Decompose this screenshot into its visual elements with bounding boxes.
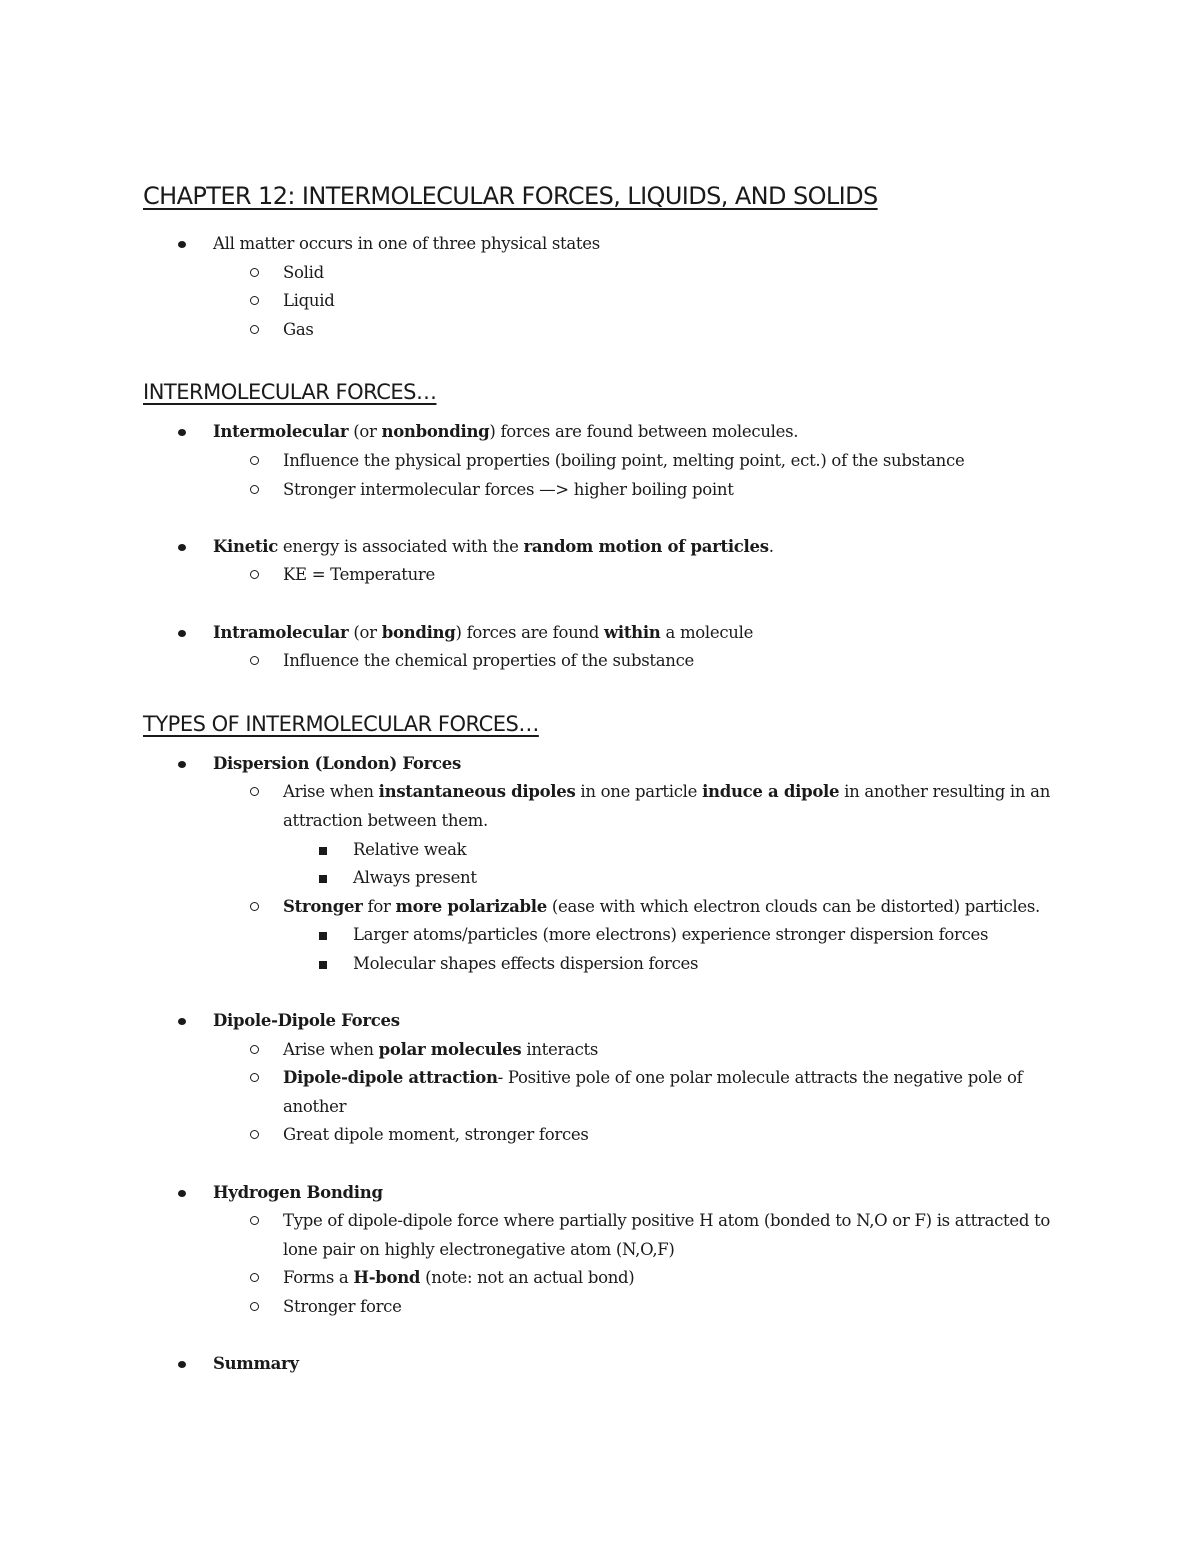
list-item: Forms a H-bond (note: not an actual bond) (143, 1264, 1073, 1293)
list-item: Arise when polar molecules interacts (143, 1036, 1073, 1065)
list-item: Influence the physical properties (boiling point, melting point, ect.) of the substance (143, 447, 1073, 476)
circle-bullet-icon (250, 902, 259, 911)
square-bullet-icon (319, 932, 327, 940)
circle-bullet-icon (250, 268, 259, 277)
bullet-icon (178, 1361, 186, 1368)
section-heading-intermolecular-forces: INTERMOLECULAR FORCES… (143, 380, 437, 405)
list-item-gas: Gas (143, 316, 1073, 345)
circle-bullet-icon (250, 296, 259, 305)
circle-bullet-icon (250, 1045, 259, 1054)
list-item: Dipole-Dipole Forces (143, 1007, 1073, 1036)
bullet-icon (178, 1190, 186, 1197)
circle-bullet-icon (250, 1073, 259, 1082)
square-bullet-icon (319, 875, 327, 883)
kinetic-list (143, 533, 1073, 590)
list-item: Great dipole moment, stronger forces (143, 1121, 1073, 1150)
bullet-icon (178, 1018, 186, 1025)
circle-bullet-icon (250, 1273, 259, 1282)
circle-bullet-icon (250, 656, 259, 665)
list-item: Type of dipole-dipole force where partially positive H atom (bonded to N,O or F) is attracted to lone pair on highly electronegative atom (N,O,F) (143, 1207, 1073, 1264)
list-item: Stronger for more polarizable (ease with which electron clouds can be distorted) particles. (143, 893, 1073, 922)
list-item: Kinetic energy is associated with the random motion of particles. (143, 533, 1073, 562)
document-page (143, 178, 1073, 1379)
circle-bullet-icon (250, 485, 259, 494)
dispersion-list (143, 750, 1073, 979)
square-bullet-icon (319, 847, 327, 855)
list-item: Relative weak (143, 836, 1073, 865)
list-item: Influence the chemical properties of the substance (143, 647, 1073, 676)
dipole-list (143, 1007, 1073, 1150)
circle-bullet-icon (250, 1302, 259, 1311)
circle-bullet-icon (250, 325, 259, 334)
intramolecular-list (143, 619, 1073, 676)
hydrogen-bonding-list (143, 1179, 1073, 1322)
intermolecular-list (143, 418, 1073, 504)
list-item: Stronger force (143, 1293, 1073, 1322)
summary-list (143, 1350, 1073, 1379)
circle-bullet-icon (250, 570, 259, 579)
chapter-title: CHAPTER 12: INTERMOLECULAR FORCES, LIQUIDS, AND SOLIDS (143, 182, 878, 210)
circle-bullet-icon (250, 787, 259, 796)
list-item: Summary (143, 1350, 1073, 1379)
list-item-liquid: Liquid (143, 287, 1073, 316)
list-item: Intermolecular (or nonbonding) forces are found between molecules. (143, 418, 1073, 447)
circle-bullet-icon (250, 1216, 259, 1225)
list-item: Larger atoms/particles (more electrons) experience stronger dispersion forces (143, 921, 1073, 950)
list-item: KE = Temperature (143, 561, 1073, 590)
list-item: Dispersion (London) Forces (143, 750, 1073, 779)
bullet-icon (178, 429, 186, 436)
circle-bullet-icon (250, 1130, 259, 1139)
list-item: Dipole-dipole attraction- Positive pole of one polar molecule attracts the negative pole of another (143, 1064, 1073, 1121)
bullet-icon (178, 761, 186, 768)
list-item: Stronger intermolecular forces —> higher boiling point (143, 476, 1073, 505)
list-item: Always present (143, 864, 1073, 893)
bullet-icon (178, 241, 186, 248)
list-item-solid: Solid (143, 259, 1073, 288)
list-item: Molecular shapes effects dispersion forces (143, 950, 1073, 979)
bullet-icon (178, 544, 186, 551)
intro-list (143, 230, 1073, 344)
list-item: Intramolecular (or bonding) forces are found within a molecule (143, 619, 1073, 648)
list-item: Hydrogen Bonding (143, 1179, 1073, 1208)
list-item: All matter occurs in one of three physical states (143, 230, 1073, 259)
square-bullet-icon (319, 961, 327, 969)
section-heading-types-of-forces: TYPES OF INTERMOLECULAR FORCES… (143, 711, 539, 736)
list-item: Arise when instantaneous dipoles in one particle induce a dipole in another resulting in an attraction between them. (143, 778, 1073, 835)
bullet-icon (178, 630, 186, 637)
circle-bullet-icon (250, 456, 259, 465)
